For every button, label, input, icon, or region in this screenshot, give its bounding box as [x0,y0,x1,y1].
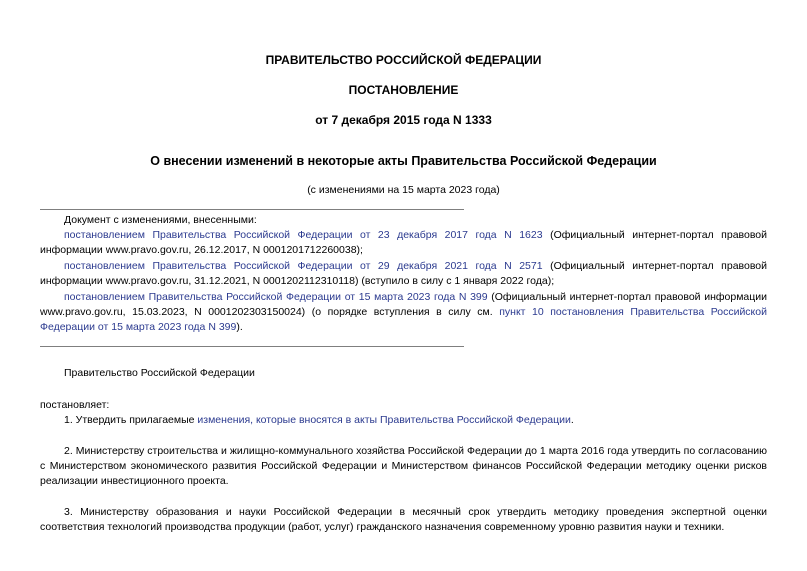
amendment-source: (Официальный интернет-портал правовой информации www.pravo.gov.ru, 31.12.2021, N 0001202112310118) (вступило в силу с 1 января 2022 года); [40,260,767,287]
amendments-intro: Документ с изменениями, внесенными: [64,214,257,226]
amendment-item [40,228,767,258]
document-type: ПОСТАНОВЛЕНИЕ [348,83,459,97]
issuing-body-line: Правительство Российской Федерации [64,367,255,379]
resolution-item-3: 3. Министерству образования и науки Российской Федерации в месячный срок утвердить методику проведения экспертной оценки соответствия технологий производства продукции (работ, услуг) гражданского назначения современному уровню развития науки и техники. [40,506,767,533]
amendment-source: (Официальный интернет-портал правовой информации www.pravo.gov.ru, 26.12.2017, N 0001201712260038); [40,229,767,256]
amendments-top-rule [40,209,464,210]
resolution-item-2: 2. Министерству строительства и жилищно-коммунального хозяйства Российской Федерации до 1 марта 2016 года утвердить по согласованию с Министерством экономического развития Российской Федерации и Министерством финансов Российской Федерации методику оценки рисков реализации инвестиционного проекта. [40,445,767,487]
amendment-link-2021-2571[interactable]: постановлением Правительства Российской Федерации от 29 декабря 2021 года N 2571 [64,260,543,272]
amendment-source: (Официальный интернет-портал правовой информации www.pravo.gov.ru, 15.03.2023, N 0001202303150024) (о порядке вступления в силу см. [40,291,767,318]
amendments-bottom-rule [40,346,464,347]
amendment-source-end: ). [236,321,243,333]
resolves-line: постановляет: [40,399,110,411]
document-date-number: от 7 декабря 2015 года N 1333 [315,113,492,127]
issuing-authority: ПРАВИТЕЛЬСТВО РОССИЙСКОЙ ФЕДЕРАЦИИ [265,53,542,67]
amendment-link-2023-399[interactable]: постановлением Правительства Российской Федерации от 15 марта 2023 года N 399 [64,291,488,303]
item1-suffix: . [570,414,574,426]
amendment-link-2017-1623[interactable]: постановлением Правительства Российской Федерации от 23 декабря 2017 года N 1623 [64,229,543,241]
entry-into-force-link[interactable]: пункт 10 постановления Правительства Российской Федерации от 15 марта 2023 года N 399 [40,306,767,333]
item1-prefix: 1. Утвердить прилагаемые [64,414,198,426]
amendment-item [40,259,767,289]
edition-note: (с изменениями на 15 марта 2023 года) [307,184,500,196]
document-title: О внесении изменений в некоторые акты Правительства Российской Федерации [150,154,657,168]
approved-changes-link[interactable]: изменения, которые вносятся в акты Правительства Российской Федерации [197,414,571,426]
resolution-item-1 [40,413,767,428]
amendment-item [40,290,767,335]
